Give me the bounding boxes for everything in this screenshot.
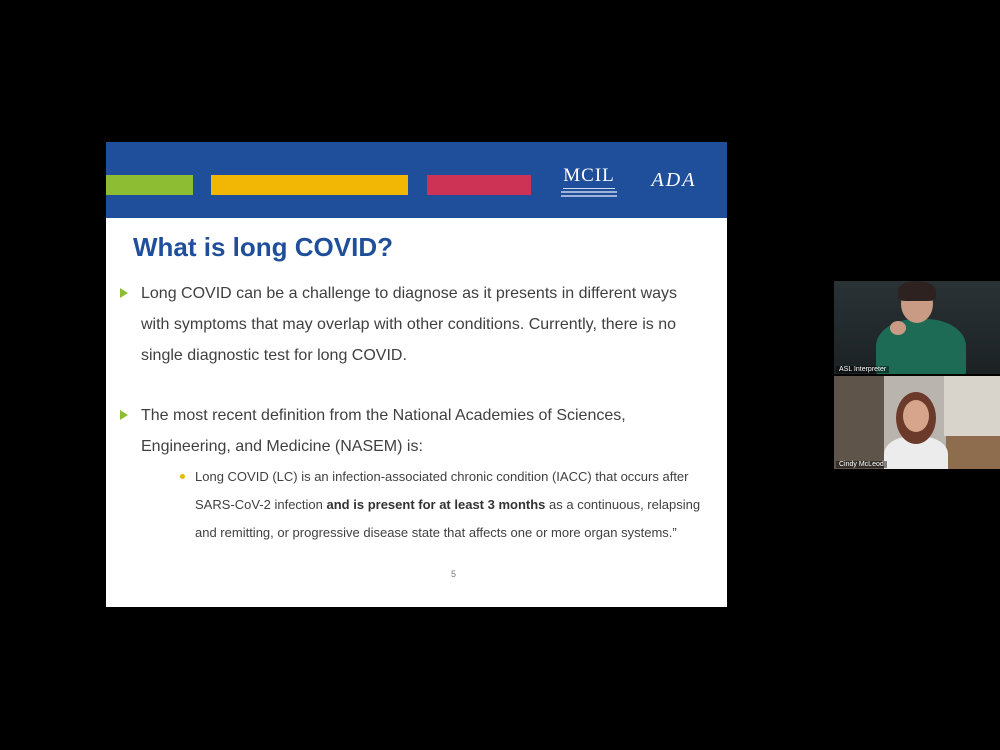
emphasis-text: and is present for at least 3 months (326, 497, 546, 512)
sub-bullet-item (180, 463, 710, 547)
speaker-head (903, 400, 929, 432)
interpreter-hand (890, 321, 906, 335)
slide-number: 5 (451, 569, 457, 579)
ada-logo: ADA (651, 169, 697, 191)
bullet-item (120, 400, 705, 462)
red-accent-bar (427, 175, 531, 195)
slide-header-band (106, 142, 727, 218)
bullet-triangle-icon (120, 288, 128, 298)
sub-bullet-text: Long COVID (LC) is an infection-associated chronic condition (IACC) that occurs after SARS-CoV-2 infection and is present for at least 3 months as a continuous, relapsing and remitting, or progressive disease state that affects one or more organ systems.” (195, 469, 701, 540)
green-accent-bar (106, 175, 193, 195)
video-tile-interpreter[interactable] (834, 281, 1000, 374)
interpreter-hair (898, 281, 936, 301)
mcil-logo (559, 166, 619, 200)
bullet-text: The most recent definition from the National Academies of Sciences, Engineering, and Medicine (NASEM) is: (141, 407, 626, 455)
mcil-logo-text: MCIL (563, 165, 615, 186)
bullet-dot-icon (180, 474, 185, 479)
participant-name-label: ASL Interpreter (836, 366, 889, 373)
video-tile-speaker[interactable] (834, 376, 1000, 469)
slide-title: What is long COVID? (133, 232, 393, 262)
presentation-slide (106, 142, 727, 607)
participant-name-label: Cindy McLeod (836, 461, 887, 468)
bullet-triangle-icon (120, 410, 128, 420)
bullet-item (120, 278, 705, 371)
bullet-text: Long COVID can be a challenge to diagnose as it presents in different ways with symptoms that may overlap with other conditions. Currently, there is no single diagnostic test for long COVID. (141, 285, 678, 364)
yellow-accent-bar (211, 175, 408, 195)
